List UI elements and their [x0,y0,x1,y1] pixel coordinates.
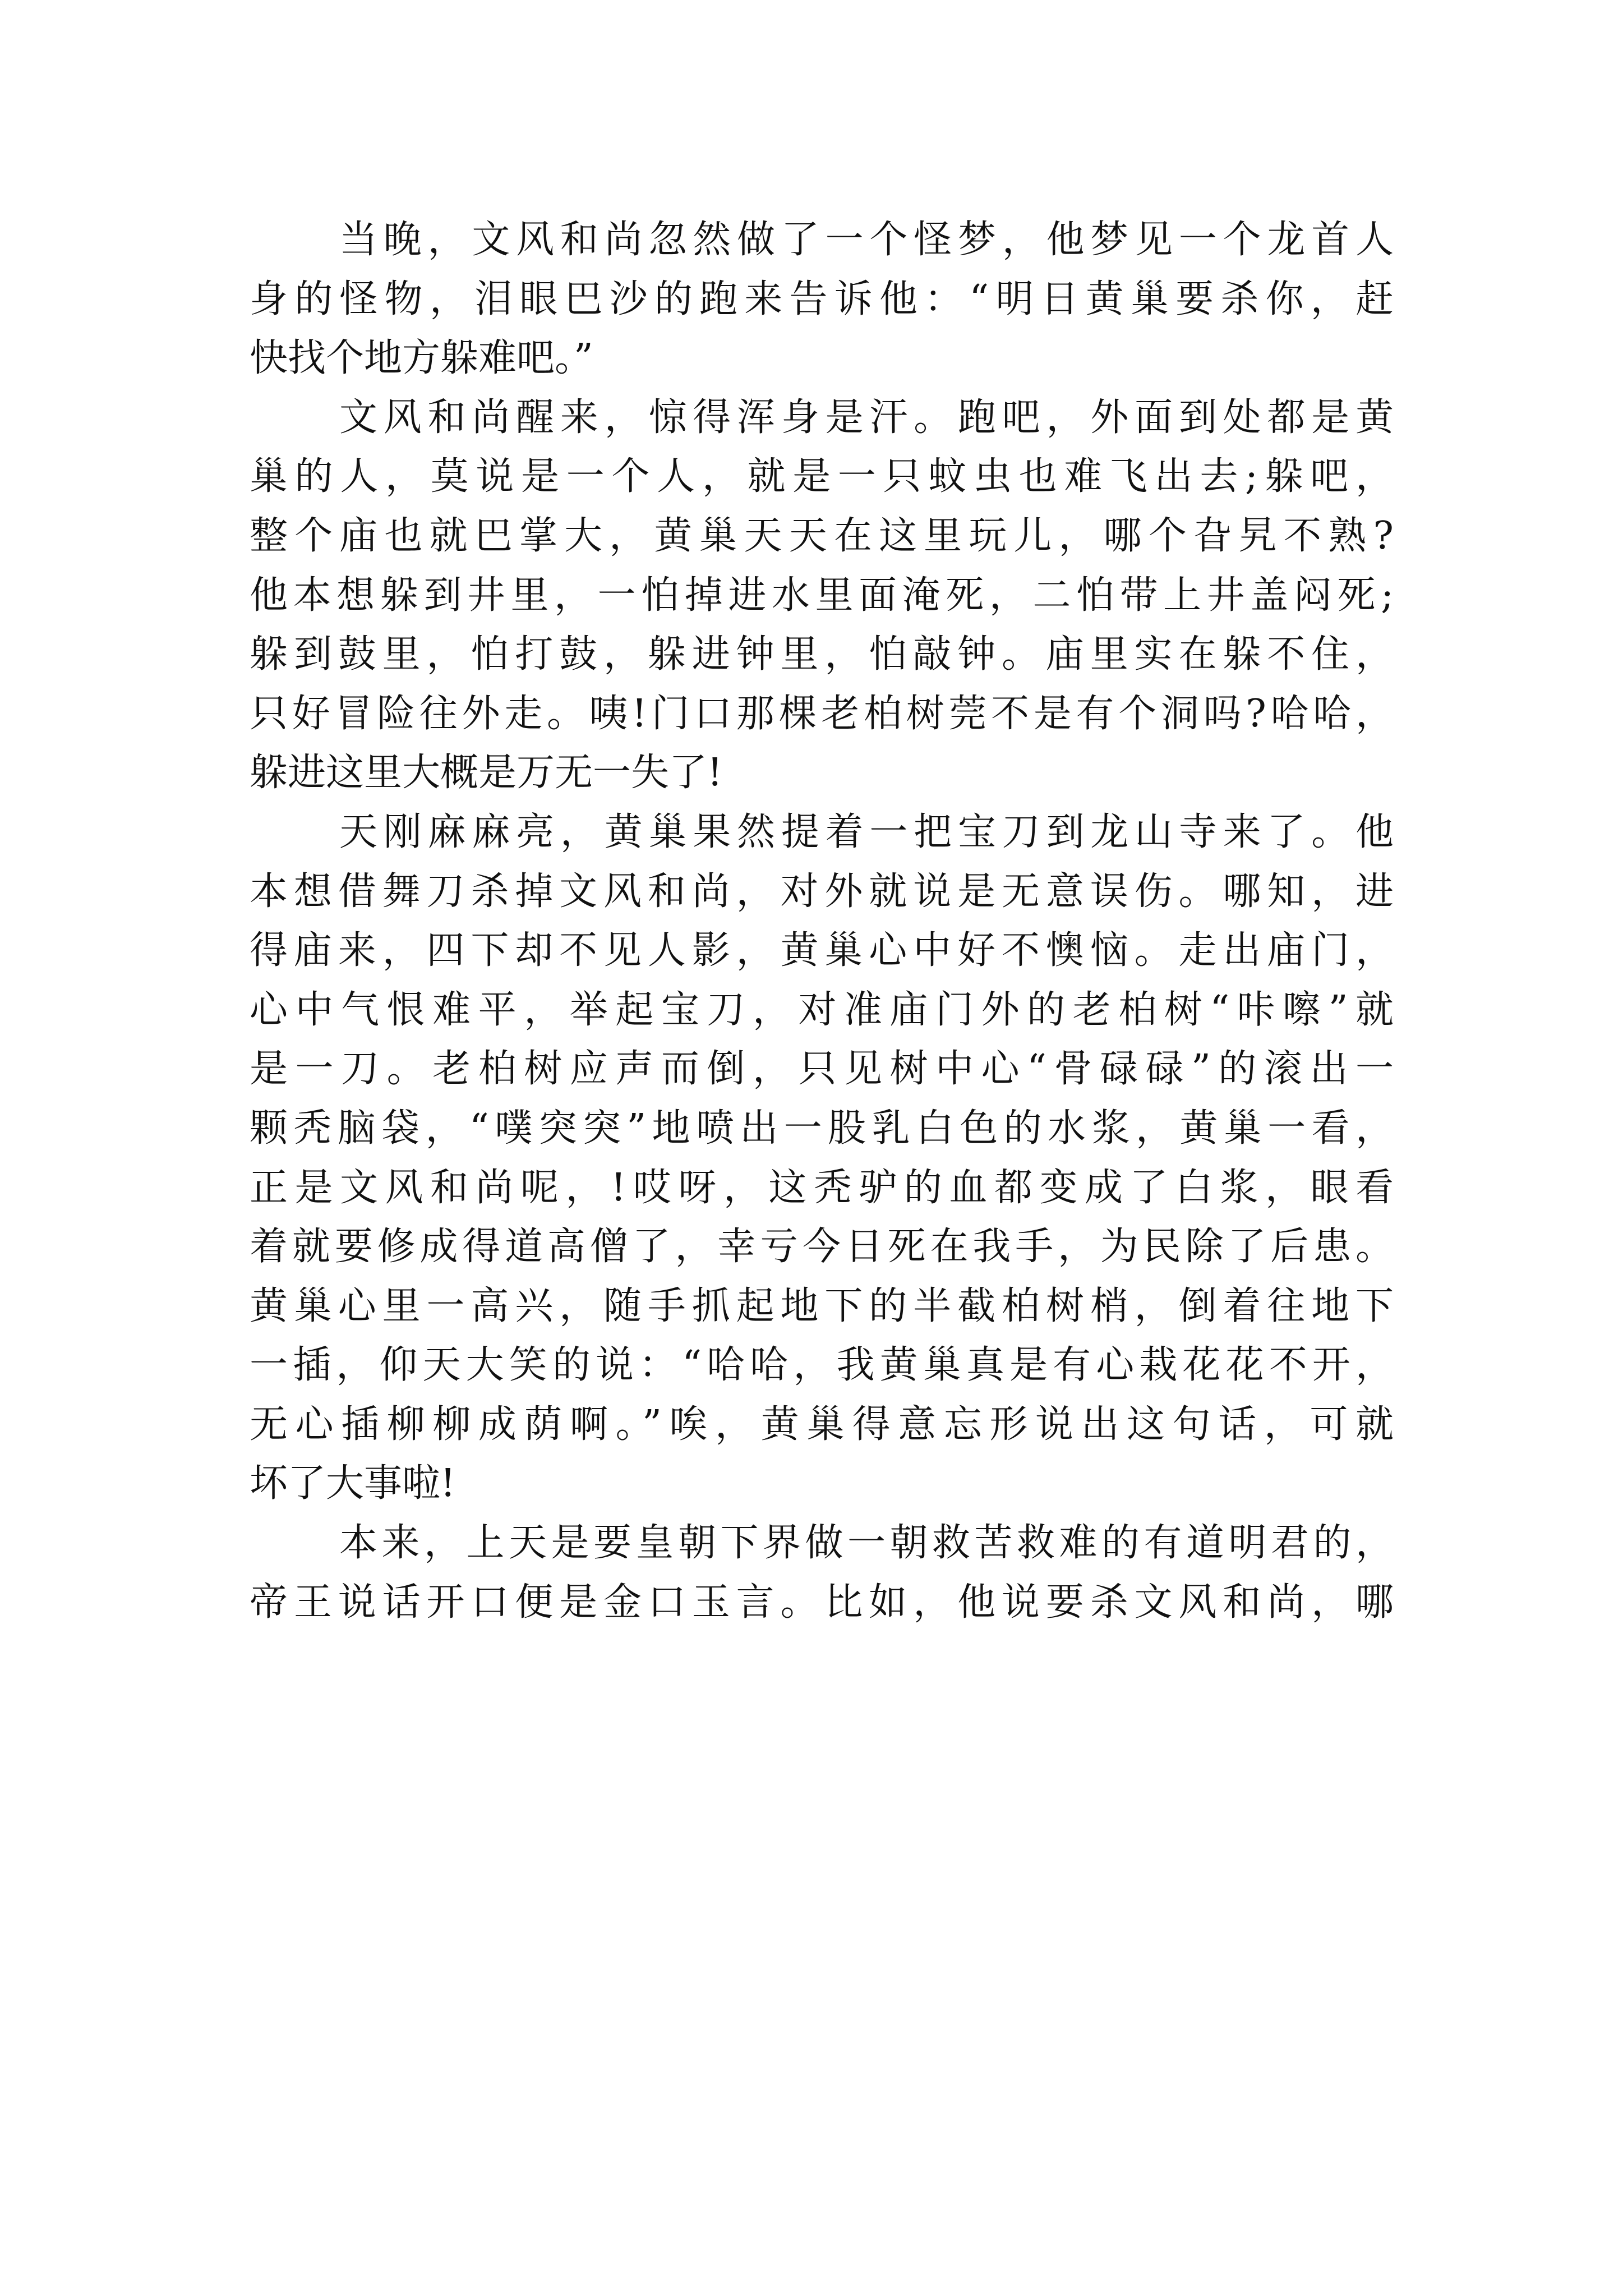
document-body [250,210,1394,1632]
text-line: 躲进这里大概是万无一失了! [250,751,723,795]
text-line: 天刚麻麻亮，黄巢果然提着一把宝刀到龙山寺来了。他 [339,809,1394,854]
text-line: 本来，上天是要皇朝下界做一朝救苦救难的有道明君的， [339,1521,1394,1566]
text-line: 他本想躲到井里，一怕掉进水里面淹死，二怕带上井盖闷死; [250,573,1394,618]
text-line: 当晚，文风和尚忽然做了一个怪梦，他梦见一个龙首人 [339,218,1394,262]
text-line: 心中气恨难平，举起宝刀，对准庙门外的老柏树“咔嚓”就 [250,987,1394,1032]
text-line: 整个庙也就巴掌大，黄巢天天在这里玩儿，哪个旮旯不熟? [250,513,1394,558]
text-line: 是一刀。老柏树应声而倒，只见树中心“骨碌碌”的滚出一 [250,1047,1394,1092]
text-line: 文风和尚醒来，惊得浑身是汗。跑吧，外面到处都是黄 [339,395,1394,440]
text-line: 躲到鼓里，怕打鼓，躲进钟里，怕敲钟。庙里实在躲不住， [250,632,1394,677]
text-line: 身的怪物，泪眼巴沙的跑来告诉他：“明日黄巢要杀你，赶 [250,277,1394,321]
text-line: 得庙来，四下却不见人影，黄巢心中好不懊恼。走出庙门， [250,928,1394,973]
text-line: 着就要修成得道高僧了，幸亏今日死在我手，为民除了后患。 [250,1225,1394,1269]
text-line: 颗秃脑袋，“噗突突”地喷出一股乳白色的水浆，黄巢一看， [250,1106,1394,1151]
text-line: 一插，仰天大笑的说：“哈哈，我黄巢真是有心栽花花不开， [250,1343,1394,1388]
text-line: 快找个地方躲难吧。” [250,336,593,381]
text-line: 黄巢心里一高兴，随手抓起地下的半截柏树梢，倒着往地下 [250,1283,1394,1328]
text-line: 帝王说话开口便是金口玉言。比如，他说要杀文风和尚，哪 [250,1580,1394,1625]
text-line: 坏了大事啦! [250,1461,456,1506]
text-line: 只好冒险往外走。咦!门口那棵老柏树莞不是有个洞吗?哈哈， [250,691,1394,736]
text-line: 本想借舞刀杀掉文风和尚，对外就说是无意误伤。哪知，进 [250,869,1394,914]
text-line: 正是文风和尚呢，!哎呀，这秃驴的血都变成了白浆，眼看 [250,1165,1394,1210]
text-line: 巢的人，莫说是一个人，就是一只蚊虫也难飞出去;躲吧， [250,454,1394,499]
text-line: 无心插柳柳成荫啊。”唉，黄巢得意忘形说出这句话，可就 [250,1402,1394,1447]
